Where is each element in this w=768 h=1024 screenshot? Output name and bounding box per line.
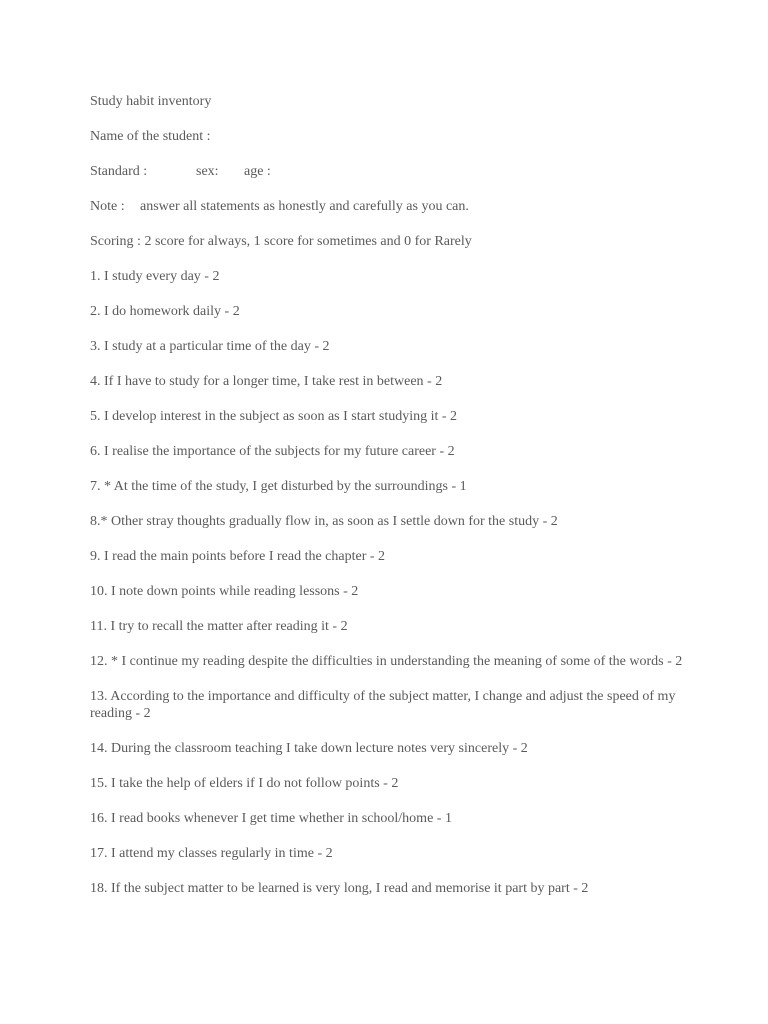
statement-item: 17. I attend my classes regularly in time - 2 <box>90 846 333 861</box>
document-title: Study habit inventory <box>90 94 212 109</box>
note-label: Note : <box>90 199 125 214</box>
statement-item: 18. If the subject matter to be learned is very long, I read and memorise it part by part - 2 <box>90 881 589 896</box>
statement-list <box>90 268 690 897</box>
statement-item: 2. I do homework daily - 2 <box>90 304 240 319</box>
scoring-text: Scoring : 2 score for always, 1 score for sometimes and 0 for Rarely <box>90 234 472 249</box>
age-label: age : <box>244 164 271 179</box>
document-page <box>90 93 690 915</box>
statement-item: 6. I realise the importance of the subjects for my future career - 2 <box>90 444 455 459</box>
sex-label: sex: <box>196 164 219 179</box>
standard-label: Standard : <box>90 164 148 179</box>
statement-item: 14. During the classroom teaching I take down lecture notes very sincerely - 2 <box>90 741 528 756</box>
statement-item: 16. I read books whenever I get time whether in school/home - 1 <box>90 811 452 826</box>
statement-item: 7. * At the time of the study, I get disturbed by the surroundings - 1 <box>90 479 467 494</box>
student-info-row <box>90 163 690 180</box>
statement-item: 10. I note down points while reading lessons - 2 <box>90 584 359 599</box>
statement-item: 12. * I continue my reading despite the difficulties in understanding the meaning of some of the words - 2 <box>90 654 683 669</box>
statement-item: 15. I take the help of elders if I do not follow points - 2 <box>90 776 399 791</box>
statement-item: 3. I study at a particular time of the day - 2 <box>90 339 330 354</box>
statement-item: 8.* Other stray thoughts gradually flow in, as soon as I settle down for the study - 2 <box>90 514 558 529</box>
statement-item: 11. I try to recall the matter after reading it - 2 <box>90 619 348 634</box>
note-row <box>90 198 690 215</box>
note-text: answer all statements as honestly and carefully as you can. <box>140 199 469 214</box>
statement-item: 4. If I have to study for a longer time, I take rest in between - 2 <box>90 374 443 389</box>
statement-item: 9. I read the main points before I read the chapter - 2 <box>90 549 386 564</box>
student-name-label: Name of the student : <box>90 129 211 144</box>
statement-item: 13. According to the importance and difficulty of the subject matter, I change and adjust the speed of my reading - 2 <box>90 689 676 721</box>
statement-item: 5. I develop interest in the subject as soon as I start studying it - 2 <box>90 409 458 424</box>
statement-item: 1. I study every day - 2 <box>90 269 220 284</box>
